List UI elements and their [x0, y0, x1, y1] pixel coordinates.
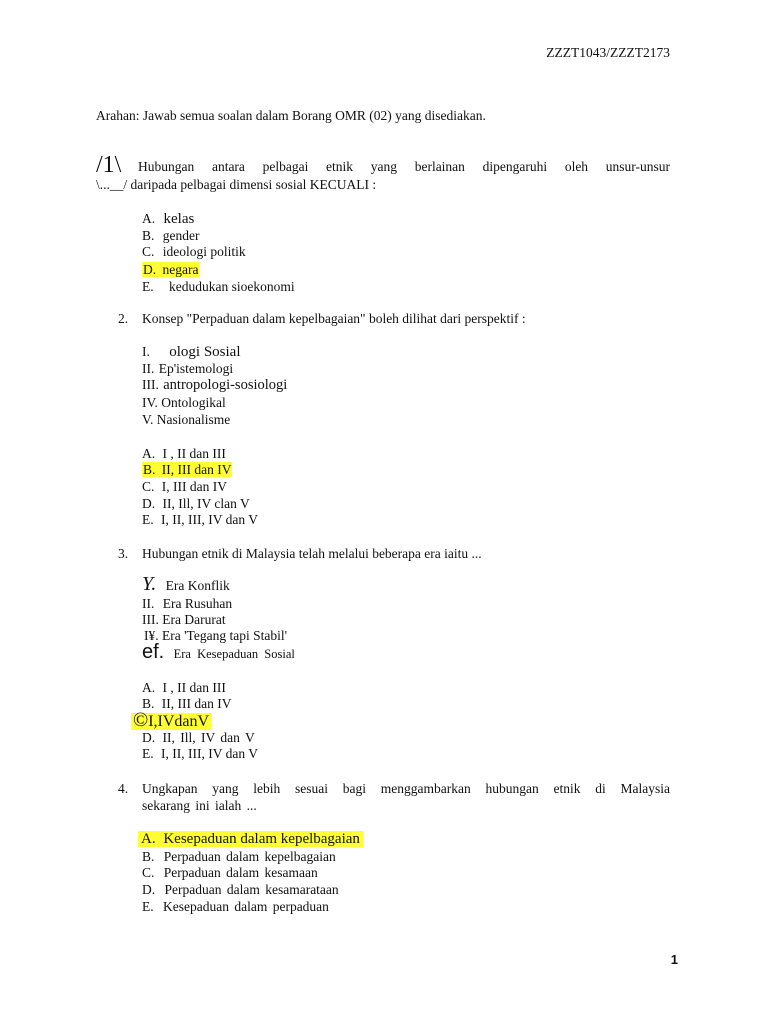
- q2-option-letter: D.: [142, 496, 156, 511]
- q3-option-e[interactable]: [142, 746, 258, 762]
- q2-option-e[interactable]: [142, 512, 258, 528]
- statement-numeral: I¥.: [144, 628, 159, 643]
- q2-statement-3: [142, 377, 287, 393]
- q2-option-d[interactable]: [142, 496, 250, 512]
- q4-option-d[interactable]: [142, 882, 339, 898]
- course-code: ZZZT1043/ZZZT2173: [546, 45, 670, 60]
- statement-numeral: Y.: [142, 573, 157, 595]
- q3-statement-4: [144, 628, 287, 644]
- q1-option-b[interactable]: [142, 228, 200, 244]
- question-4-text-line1: Ungkapan yang lebih sesuai bagi menggambarkan hubungan etnik di Malaysia: [142, 781, 670, 796]
- q1-option-text: kelas: [163, 211, 195, 227]
- q4-option-letter: B.: [142, 849, 155, 864]
- q3-option-letter: D.: [142, 730, 156, 745]
- q2-option-text: II, III dan IV: [161, 462, 232, 477]
- q2-option-text: I, II, III, IV dan V: [161, 512, 258, 527]
- statement-text: Era Konflik: [165, 578, 230, 593]
- statement-numeral: I.: [142, 344, 150, 359]
- q2-option-text: I, III dan IV: [161, 479, 227, 494]
- q3-option-text: I, II, III, IV dan V: [161, 746, 258, 761]
- question-1-mark: /1\: [96, 152, 122, 178]
- page-number: 1: [670, 952, 678, 967]
- statement-text: Era Darurat: [162, 612, 226, 627]
- question-3-text: Hubungan etnik di Malaysia telah melalui beberapa era iaitu ...: [142, 546, 482, 561]
- q3-option-text: I,IVdanV: [148, 713, 210, 730]
- q4-option-c[interactable]: [142, 865, 318, 881]
- highlighted-answer: [138, 831, 363, 847]
- q4-option-letter: D.: [142, 882, 156, 897]
- q3-statement-5: [142, 641, 295, 663]
- q1-option-letter: E.: [142, 279, 154, 294]
- q2-option-b[interactable]: [142, 462, 232, 478]
- statement-text: ologi Sosial: [169, 344, 241, 360]
- q3-option-text: II, Ill, IV dan V: [162, 730, 255, 745]
- q4-option-letter: A.: [141, 831, 156, 847]
- statement-text: Ep'istemologi: [158, 361, 234, 376]
- q1-option-a[interactable]: [142, 211, 194, 227]
- statement-numeral: III.: [142, 612, 159, 627]
- q3-option-letter: A.: [142, 680, 156, 695]
- statement-numeral: II.: [142, 596, 155, 611]
- q1-option-c[interactable]: [142, 244, 246, 260]
- q1-option-text: gender: [162, 228, 200, 243]
- instructions: Arahan: Jawab semua soalan dalam Borang OMR (02) yang disediakan.: [96, 108, 486, 123]
- q3-option-letter: E.: [142, 746, 154, 761]
- q1-option-letter: C.: [142, 244, 155, 259]
- q2-option-text: I , II dan III: [162, 446, 226, 461]
- question-1-text-line2: \...__/ daripada pelbagai dimensi sosial KECUALI :: [96, 177, 377, 192]
- q2-option-c[interactable]: [142, 479, 227, 495]
- q3-statement-2: [142, 596, 232, 612]
- q3-statement-1: [142, 573, 230, 595]
- q4-option-e[interactable]: [142, 899, 329, 915]
- q4-option-text: Perpaduan dalam kesamarataan: [164, 882, 339, 897]
- q1-option-letter: A.: [142, 211, 156, 226]
- q1-option-letter: D.: [143, 262, 157, 277]
- statement-numeral: III.: [142, 377, 159, 392]
- q2-statement-4: [142, 395, 226, 411]
- q1-option-d[interactable]: [142, 262, 199, 278]
- q1-option-e[interactable]: [142, 279, 295, 295]
- highlighted-answer: [142, 462, 232, 477]
- q3-option-c[interactable]: [131, 710, 211, 732]
- q1-option-text: ideologi politik: [162, 244, 246, 259]
- q3-option-a[interactable]: [142, 680, 226, 696]
- statement-text: Era 'Tegang tapi Stabil': [162, 628, 288, 643]
- q2-option-a[interactable]: [142, 446, 226, 462]
- q4-option-text: Kesepaduan dalam kepelbagaian: [163, 831, 360, 847]
- q2-option-text: II, Ill, IV clan V: [162, 496, 250, 511]
- statement-numeral: IV.: [142, 395, 158, 410]
- q2-option-letter: E.: [142, 512, 154, 527]
- circled-c-icon: ©: [133, 709, 149, 731]
- q3-option-d[interactable]: [142, 730, 255, 746]
- q4-option-text: Perpaduan dalam kepelbagaian: [163, 849, 336, 864]
- q2-statement-2: [142, 361, 233, 377]
- q4-option-text: Perpaduan dalam kesamaan: [163, 865, 318, 880]
- statement-numeral: V.: [142, 412, 154, 427]
- question-2-number: 2.: [118, 311, 129, 326]
- q3-option-text: II, III dan IV: [161, 696, 232, 711]
- highlighted-answer: [131, 709, 211, 731]
- question-4-number: 4.: [118, 781, 129, 796]
- q4-option-letter: C.: [142, 865, 155, 880]
- q2-option-letter: B.: [143, 462, 156, 477]
- q1-option-text: negara: [162, 262, 199, 277]
- statement-text: Era Rusuhan: [162, 596, 233, 611]
- statement-numeral: II.: [142, 361, 155, 376]
- q1-option-text: kedudukan sioekonomi: [169, 279, 295, 294]
- q4-option-b[interactable]: [142, 849, 336, 865]
- question-4-text-line2: sekarang ini ialah ...: [142, 798, 257, 813]
- question-3-number: 3.: [118, 546, 129, 561]
- q4-option-a[interactable]: [138, 830, 363, 848]
- q2-statement-1: [142, 344, 241, 360]
- statement-text: Nasionalisme: [156, 412, 231, 427]
- q3-statement-3: [142, 612, 226, 628]
- question-1-text-line1: Hubungan antara pelbagai etnik yang berlainan dipengaruhi oleh unsur-unsur: [138, 159, 670, 174]
- statement-numeral: ef.: [142, 641, 165, 663]
- q3-option-letter: B.: [142, 696, 155, 711]
- q4-option-letter: E.: [142, 899, 154, 914]
- question-2-text: Konsep "Perpaduan dalam kepelbagaian" boleh dilihat dari perspektif :: [142, 311, 526, 326]
- highlighted-answer: [142, 262, 199, 277]
- q2-statement-5: [142, 412, 230, 428]
- statement-text: Era Kesepaduan Sosial: [173, 647, 295, 661]
- q2-option-letter: A.: [142, 446, 156, 461]
- q1-option-letter: B.: [142, 228, 155, 243]
- q2-option-letter: C.: [142, 479, 155, 494]
- q4-option-text: Kesepaduan dalam perpaduan: [163, 899, 329, 914]
- statement-text: Ontologikal: [161, 395, 226, 410]
- q3-option-text: I , II dan III: [162, 680, 226, 695]
- statement-text: antropologi-sosiologi: [163, 377, 288, 393]
